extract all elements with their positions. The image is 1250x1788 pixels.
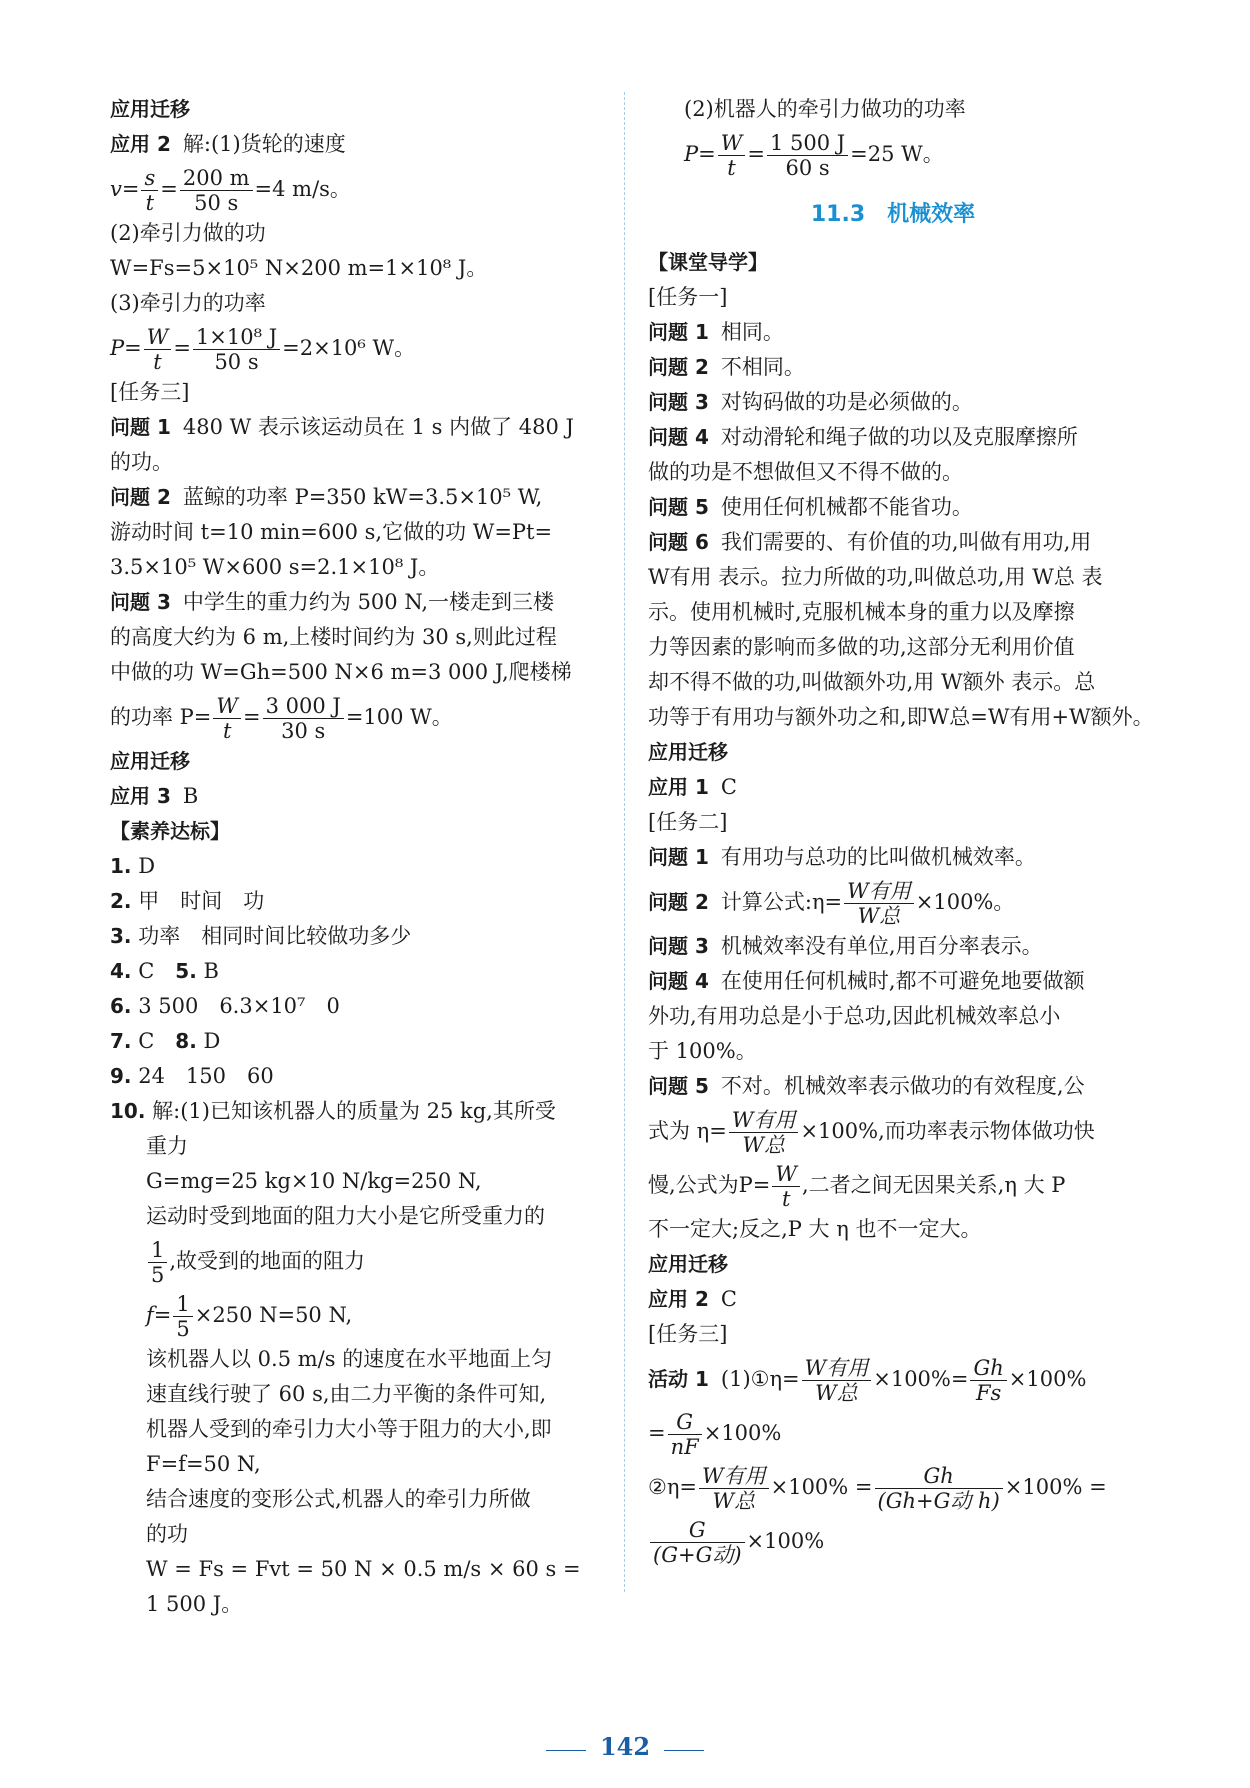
answer-line: 问题 4 在使用任何机械时,都不可避免地要做额 xyxy=(648,969,1085,993)
answer-line: 力等因素的影响而多做的功,这部分无利用价值 xyxy=(648,635,1075,659)
answer-line: W = Fs = Fvt = 50 N × 0.5 m/s × 60 s = xyxy=(146,1557,581,1581)
answer-line: 的功。 xyxy=(110,450,173,474)
answer-line: (2)机器人的牵引力做功的功率 xyxy=(684,97,966,121)
section-heading: 应用迁移 xyxy=(648,1252,728,1276)
answer-line: 4. C 5. B xyxy=(110,959,219,983)
answer-line: 问题 5 不对。机械效率表示做功的有效程度,公 xyxy=(648,1074,1085,1098)
answer-line: 重力 xyxy=(146,1134,188,1158)
fraction: $\frac{G}{\text{(G+G动)}}$ xyxy=(650,1518,745,1567)
fraction: $\frac{\text{1×10⁸ J}}{50 s}$ xyxy=(193,325,280,374)
fraction: $\frac{Gh}{\text{(Gh+G动 h)}}$ xyxy=(875,1464,1003,1513)
answer-line: 2. 甲 时间 功 xyxy=(110,889,265,913)
answer-line: 6. 3 500 6.3×10⁷ 0 xyxy=(110,994,340,1018)
answer-line: 做的功是不想做但又不得不做的。 xyxy=(648,460,963,484)
fraction: $\frac{3 000 J}{30 s}$ xyxy=(263,694,344,743)
section-heading: 应用迁移 xyxy=(110,97,190,121)
fraction: $\frac{\text{W有用}}{\text{W总}}$ xyxy=(699,1464,769,1513)
answer-line: 问题 3 机械效率没有单位,用百分率表示。 xyxy=(648,934,1043,958)
answer-line: 中做的功 W=Gh=500 N×6 m=3 000 J,爬楼梯 xyxy=(110,660,572,684)
formula-line: = $\frac{G}{nF}$ ×100% xyxy=(648,1409,782,1459)
answer-line: 于 100%。 xyxy=(648,1039,757,1063)
answer-line: 示。使用机械时,克服机械本身的重力以及摩擦 xyxy=(648,600,1075,624)
answer-line: 结合速度的变形公式,机器人的牵引力所做 xyxy=(146,1487,531,1511)
answer-line: 却不得不做的功,叫做额外功,用 W额外 表示。总 xyxy=(648,670,1096,694)
page-number: 142 xyxy=(599,1732,651,1761)
fraction: $\frac{1}{5}$ xyxy=(173,1292,192,1341)
answer-line: 的高度大约为 6 m,上楼时间约为 30 s,则此过程 xyxy=(110,625,557,649)
formula-line: 的功率 P= $\frac{W}{t}$ = $\frac{3 000 J}{30 s}$ =100 W。 xyxy=(110,693,453,743)
fraction: $\frac{s}{t}$ xyxy=(141,166,158,215)
answer-line: 问题 2 不相同。 xyxy=(648,355,805,379)
answer-line: 应用 3 B xyxy=(110,784,199,808)
answer-line: 10. 解:(1)已知该机器人的质量为 25 kg,其所受 xyxy=(110,1099,556,1123)
formula-line: P= $\frac{W}{t}$ = $\frac{1 500 J}{60 s}$ =25 W。 xyxy=(684,130,944,180)
section-heading: 【课堂导学】 xyxy=(648,250,768,274)
answer-line: 问题 3 对钩码做的功是必须做的。 xyxy=(648,390,973,414)
answer-line: 1 500 J。 xyxy=(146,1592,243,1616)
formula-line: 慢,公式为P= $\frac{W}{t}$ ,二者之间无因果关系,η 大 P xyxy=(648,1161,1066,1211)
answer-line: 问题 5 使用任何机械都不能省功。 xyxy=(648,495,973,519)
answer-line: W有用 表示。拉力所做的功,叫做总功,用 W总 表 xyxy=(648,565,1103,589)
formula-line: 活动 1 (1)①η= $\frac{\text{W有用}}{\text{W总}}$ ×100%= $\frac{Gh}{Fs}$ ×100% xyxy=(648,1355,1087,1405)
answer-line: 应用 1 C xyxy=(648,775,737,799)
answer-line: 3. 功率 相同时间比较做功多少 xyxy=(110,924,412,948)
answer-line: 9. 24 150 60 xyxy=(110,1064,274,1088)
answer-line: 应用 2 解:(1)货轮的速度 xyxy=(110,132,346,156)
section-heading: 应用迁移 xyxy=(648,740,728,764)
fraction: $\frac{W}{t}$ xyxy=(772,1162,800,1211)
formula-line: v= $\frac{s}{t}$ = $\frac{200 m}{50 s}$ =4 m/s。 xyxy=(110,165,351,215)
footer-rule xyxy=(546,1750,586,1751)
answer-line: W=Fs=5×10⁵ N×200 m=1×10⁸ J。 xyxy=(110,256,488,280)
fraction: $\frac{W}{t}$ xyxy=(718,131,746,180)
answer-line: F=f=50 N, xyxy=(146,1452,261,1476)
answer-line: 游动时间 t=10 min=600 s,它做的功 W=Pt= xyxy=(110,520,553,544)
fraction: $\frac{\text{W有用}}{\text{W总}}$ xyxy=(729,1108,799,1157)
answer-line: 问题 2 蓝鲸的功率 P=350 kW=3.5×10⁵ W, xyxy=(110,485,543,509)
answer-line: 问题 3 中学生的重力约为 500 N,一楼走到三楼 xyxy=(110,590,555,614)
answer-line: G=mg=25 kg×10 N/kg=250 N, xyxy=(146,1169,482,1193)
task-heading: [任务三] xyxy=(110,380,190,404)
answer-line: 应用 2 C xyxy=(648,1287,737,1311)
answer-line: 速直线行驶了 60 s,由二力平衡的条件可知, xyxy=(146,1382,547,1406)
answer-line: (2)牵引力做的功 xyxy=(110,221,266,245)
task-heading: [任务一] xyxy=(648,285,728,309)
task-heading: [任务三] xyxy=(648,1322,728,1346)
answer-line: 问题 1 有用功与总功的比叫做机械效率。 xyxy=(648,845,1036,869)
answer-line: 的功 xyxy=(146,1522,188,1546)
fraction: $\frac{200 m}{50 s}$ xyxy=(180,166,253,215)
section-heading: 应用迁移 xyxy=(110,749,190,773)
answer-line: 该机器人以 0.5 m/s 的速度在水平地面上匀 xyxy=(146,1347,553,1371)
answer-line: 问题 1 480 W 表示该运动员在 1 s 内做了 480 J xyxy=(110,415,574,439)
formula-line: P= $\frac{W}{t}$ = $\frac{\text{1×10⁸ J}}{50 s}$ =2×10⁶ W。 xyxy=(110,324,416,374)
section-title: 11.3 机械效率 xyxy=(810,202,976,227)
answer-line: (3)牵引力的功率 xyxy=(110,291,266,315)
left-column xyxy=(110,92,600,1622)
fraction: $\frac{W}{t}$ xyxy=(144,325,172,374)
fraction: $\frac{W}{t}$ xyxy=(213,694,241,743)
answer-line: 机器人受到的牵引力大小等于阻力的大小,即 xyxy=(146,1417,552,1441)
formula-line: f= $\frac{1}{5}$ ×250 N=50 N, xyxy=(146,1291,353,1341)
task-heading: [任务二] xyxy=(648,810,728,834)
fraction: $\frac{Gh}{Fs}$ xyxy=(970,1356,1006,1405)
fraction: $\frac{1 500 J}{60 s}$ xyxy=(767,131,848,180)
answer-line: 问题 4 对动滑轮和绳子做的功以及克服摩擦所 xyxy=(648,425,1078,449)
answer-line: 外功,有用功总是小于总功,因此机械效率总小 xyxy=(648,1004,1061,1028)
fraction: $\frac{\text{W有用}}{\text{W总}}$ xyxy=(802,1356,872,1405)
right-column xyxy=(648,92,1154,1568)
fraction: $\frac{G}{nF}$ xyxy=(668,1410,702,1459)
fraction: $\frac{1}{5}$ xyxy=(148,1238,167,1287)
formula-line: ②η= $\frac{\text{W有用}}{\text{W总}}$ ×100% = $\frac{Gh}{\text{(Gh+G动 h)}}$ ×100% = xyxy=(648,1463,1107,1513)
page-footer xyxy=(0,1732,1250,1761)
answer-line: 7. C 8. D xyxy=(110,1029,221,1053)
formula-line: 问题 2 计算公式:η= $\frac{\text{W有用}}{\text{W总}}$ ×100%。 xyxy=(648,878,1015,928)
fraction: $\frac{\text{W有用}}{\text{W总}}$ xyxy=(844,879,914,928)
answer-line: 1. D xyxy=(110,854,156,878)
answer-line: 不一定大;反之,P 大 η 也不一定大。 xyxy=(648,1217,982,1241)
answer-line: 3.5×10⁵ W×600 s=2.1×10⁸ J。 xyxy=(110,555,440,579)
answer-line: 问题 6 我们需要的、有价值的功,叫做有用功,用 xyxy=(648,530,1092,554)
answer-line: 功等于有用功与额外功之和,即W总=W有用+W额外。 xyxy=(648,705,1154,729)
answer-line: 运动时受到地面的阻力大小是它所受重力的 xyxy=(146,1204,545,1228)
footer-rule xyxy=(664,1750,704,1751)
answer-line: 问题 1 相同。 xyxy=(648,320,784,344)
formula-line: $\frac{G}{\text{(G+G动)}}$ ×100% xyxy=(648,1514,1138,1568)
formula-line: $\frac{1}{5}$ ,故受到的地面的阻力 xyxy=(110,1234,600,1288)
section-heading: 【素养达标】 xyxy=(110,819,230,843)
formula-line: 式为 η= $\frac{\text{W有用}}{\text{W总}}$ ×100%,而功率表示物体做功快 xyxy=(648,1107,1095,1157)
column-divider xyxy=(624,92,625,1592)
